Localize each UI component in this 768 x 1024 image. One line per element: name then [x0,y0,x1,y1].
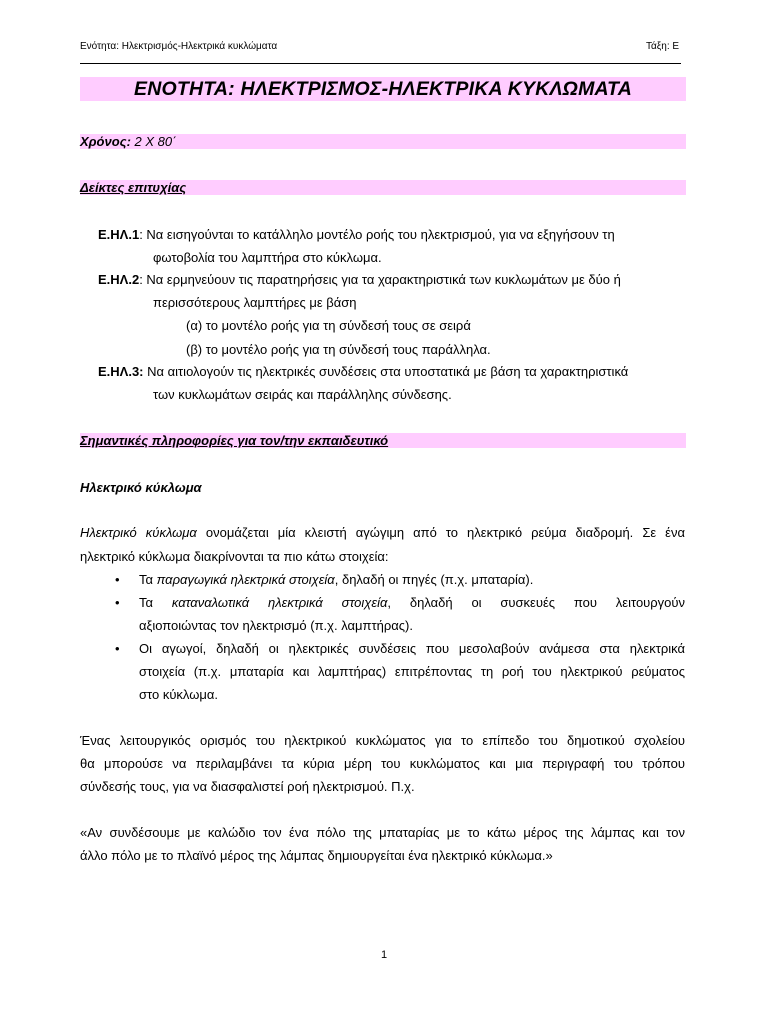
time-line [80,134,686,149]
indicator-1-line2: φωτοβολία του λαμπτήρα στο κύκλωμα. [153,250,382,265]
page-number: 1 [380,949,388,961]
bullet-1 [139,572,533,588]
indicator-1-code: Ε.ΗΛ.1 [98,227,140,242]
time-label: Χρόνος: [80,134,131,149]
bullet-1-term: παραγωγικά ηλεκτρικά στοιχεία [156,572,335,587]
running-header-left: Ενότητα: Ηλεκτρισμός-Ηλεκτρικά κυκλώματα [80,41,278,52]
info-heading: Σημαντικές πληροφορίες για τον/την εκπαιδευτικό [80,433,389,448]
para2-line1: Ένας λειτουργικός ορισμός του ηλεκτρικού κυκλώματος για το επίπεδο του δημοτικού σχολείου [80,733,685,748]
bullet-3-line1: Οι αγωγοί, δηλαδή οι ηλεκτρικές συνδέσεις που μεσολαβούν ανάμεσα στα ηλεκτρικά [139,641,685,656]
indicators-heading: Δείκτες επιτυχίας [80,180,187,195]
header-rule [80,63,681,64]
bullet-3-line3: στο κύκλωμα. [139,687,218,702]
bullet-dot-3: • [115,641,120,656]
running-header-right: Τάξη: Ε [646,41,680,52]
para1-term: Ηλεκτρικό κύκλωμα [80,525,197,540]
quote-line1: «Αν συνδέσουμε με καλώδιο τον ένα πόλο της μπαταρίας με το κάτω μέρος της λάμπας και τον [80,825,685,840]
bullet-dot-1: • [115,572,120,587]
para1-rest: ονομάζεται μία κλειστή αγώγιμη από το ηλεκτρικό ρεύμα διαδρομή. Σε ένα [196,525,685,540]
para2-line2: θα μπορούσε να περιλαμβάνει τα κύρια μέρη του κυκλώματος και μια περιγραφή του τρόπου [80,756,685,771]
indicator-3-text: Να αιτιολογούν τις ηλεκτρικές συνδέσεις στα υποστατικά με βάση τα χαρακτηριστικά [143,364,629,379]
indicator-2-line1 [98,272,621,288]
indicator-3-code: Ε.ΗΛ.3: [98,364,144,379]
bullet-1-post: , δηλαδή οι πηγές (π.χ. μπαταρία). [334,572,534,587]
page-title: ΕΝΟΤΗΤΑ: ΗΛΕΚΤΡΙΣΜΟΣ-ΗΛΕΚΤΡΙΚΑ ΚΥΚΛΩΜΑΤΑ [80,77,686,101]
circuit-subheading: Ηλεκτρικό κύκλωμα [80,480,202,495]
bullet-2-line1 [139,595,685,611]
indicator-3-line2: των κυκλωμάτων σειράς και παράλληλης σύνδεσης. [153,387,452,402]
bullet-2-line2: αξιοποιώντας τον ηλεκτρισμό (π.χ. λαμπτήρας). [139,618,413,633]
info-heading-bar [80,433,686,448]
indicator-1-text: : Να εισηγούνται το κατάλληλο μοντέλο ροής του ηλεκτρισμού, για να εξηγήσουν τη [139,227,615,242]
indicator-2-code: Ε.ΗΛ.2 [98,272,140,287]
indicator-1-line1 [98,227,615,243]
indicator-2-sub-b: (β) το μοντέλο ροής για τη σύνδεσή τους παράλληλα. [186,342,491,357]
para2-line3: σύνδεσής τους, για να διασφαλιστεί ροή ηλεκτρισμού. Π.χ. [80,779,415,794]
bullet-3-line2: στοιχεία (π.χ. μπαταρία και λαμπτήρας) επιτρέποντας τη ροή του ηλεκτρικού ρεύματος [139,664,685,679]
indicator-2-sub-a: (α) το μοντέλο ροής για τη σύνδεσή τους σε σειρά [186,318,471,333]
bullet-dot-2: • [115,595,120,610]
indicator-2-text: : Να ερμηνεύουν τις παρατηρήσεις για τα χαρακτηριστικά των κυκλωμάτων με δύο ή [139,272,621,287]
para1-line2: ηλεκτρικό κύκλωμα διακρίνονται τα πιο κάτω στοιχεία: [80,549,389,564]
indicator-3-line1 [98,364,628,380]
para1-line1 [80,525,685,541]
bullet-2-pre: Τα [139,595,172,610]
bullet-1-pre: Τα [139,572,157,587]
bullet-2-post: , δηλαδή οι συσκευές που λειτουργούν [387,595,686,610]
bullet-2-term: καταναλωτικά ηλεκτρικά στοιχεία [171,595,388,610]
quote-line2: άλλο πόλο με το πλαϊνό μέρος της λάμπας δημιουργείται ένα ηλεκτρικό κύκλωμα.» [80,848,553,863]
indicator-2-line2: περισσότερους λαμπτήρες με βάση [153,295,357,310]
indicators-heading-bar [80,180,686,195]
time-value: 2 Χ 80΄ [130,134,177,149]
